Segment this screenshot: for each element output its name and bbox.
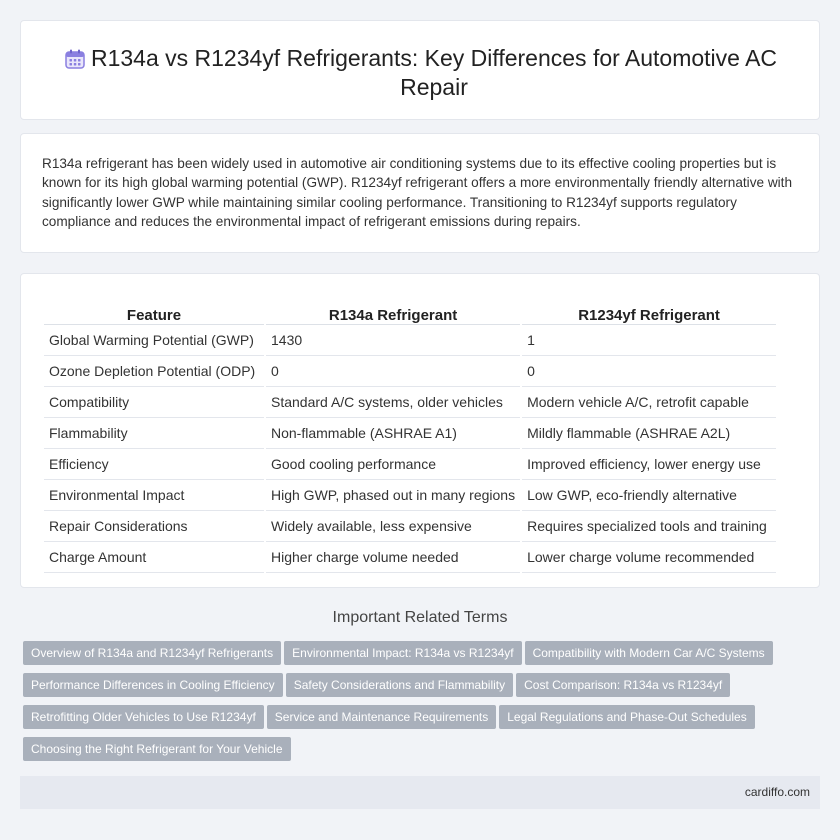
table-row [44, 418, 776, 449]
cell-r1234yf: 1 [522, 325, 776, 356]
column-header-r1234yf: R1234yf Refrigerant [522, 294, 776, 325]
cell-r134a: Non-flammable (ASHRAE A1) [266, 418, 520, 449]
table-row [44, 542, 776, 573]
cell-r1234yf: 0 [522, 356, 776, 387]
related-term-tag[interactable]: Environmental Impact: R134a vs R1234yf [284, 641, 521, 665]
related-term-tag[interactable]: Choosing the Right Refrigerant for Your Vehicle [23, 737, 291, 761]
cell-r134a: 1430 [266, 325, 520, 356]
intro-text: R134a refrigerant has been widely used in automotive air conditioning systems due to its effective cooling properties but is known for its high global warming potential (GWP). R1234yf refrigerant offers a more environmentally friendly alternative with significantly lower GWP while maintaining similar cooling performance. Transitioning to R1234yf supports regulatory compliance and reduces the environmental impact of refrigerant emissions during repairs. [42, 156, 793, 229]
cell-feature: Flammability [44, 418, 264, 449]
cell-r134a: Standard A/C systems, older vehicles [266, 387, 520, 418]
column-header-feature: Feature [44, 294, 264, 325]
related-term-tag[interactable]: Compatibility with Modern Car A/C Systems [525, 641, 773, 665]
table-row [44, 325, 776, 356]
cell-r1234yf: Lower charge volume recommended [522, 542, 776, 573]
comparison-table-card [20, 273, 820, 588]
cell-r134a: 0 [266, 356, 520, 387]
cell-feature: Repair Considerations [44, 511, 264, 542]
related-terms-title: Important Related Terms [332, 609, 508, 626]
page-title: R134a vs R1234yf Refrigerants: Key Differences for Automotive AC Repair [90, 45, 778, 100]
cell-feature: Environmental Impact [44, 480, 264, 511]
intro-card [20, 133, 820, 253]
related-term-tag[interactable]: Legal Regulations and Phase-Out Schedules [499, 705, 755, 729]
footer [20, 776, 820, 809]
cell-feature: Ozone Depletion Potential (ODP) [44, 356, 264, 387]
cell-feature: Global Warming Potential (GWP) [44, 325, 264, 356]
related-term-tag[interactable]: Cost Comparison: R134a vs R1234yf [516, 673, 730, 697]
related-term-tag[interactable]: Service and Maintenance Requirements [267, 705, 496, 729]
header-card [20, 20, 820, 120]
table-row [44, 449, 776, 480]
related-term-tag[interactable]: Performance Differences in Cooling Efficiency [23, 673, 283, 697]
related-terms-list [23, 641, 813, 769]
table-row [44, 387, 776, 418]
cell-r1234yf: Requires specialized tools and training [522, 511, 776, 542]
cell-r134a: Higher charge volume needed [266, 542, 520, 573]
table-header-row [44, 294, 776, 325]
cell-r134a: Good cooling performance [266, 449, 520, 480]
cell-r1234yf: Improved efficiency, lower energy use [522, 449, 776, 480]
cell-r134a: Widely available, less expensive [266, 511, 520, 542]
cell-r1234yf: Low GWP, eco-friendly alternative [522, 480, 776, 511]
cell-feature: Efficiency [44, 449, 264, 480]
related-term-tag[interactable]: Safety Considerations and Flammability [286, 673, 513, 697]
related-term-tag[interactable]: Retrofitting Older Vehicles to Use R1234yf [23, 705, 264, 729]
table-row [44, 511, 776, 542]
cell-r1234yf: Mildly flammable (ASHRAE A2L) [522, 418, 776, 449]
cell-feature: Charge Amount [44, 542, 264, 573]
related-term-tag[interactable]: Overview of R134a and R1234yf Refrigerants [23, 641, 281, 665]
comparison-table [42, 294, 778, 573]
footer-site: cardiffo.com [744, 785, 810, 799]
column-header-r134a: R134a Refrigerant [266, 294, 520, 325]
table-row [44, 480, 776, 511]
cell-r1234yf: Modern vehicle A/C, retrofit capable [522, 387, 776, 418]
table-row [44, 356, 776, 387]
cell-feature: Compatibility [44, 387, 264, 418]
cell-r134a: High GWP, phased out in many regions [266, 480, 520, 511]
